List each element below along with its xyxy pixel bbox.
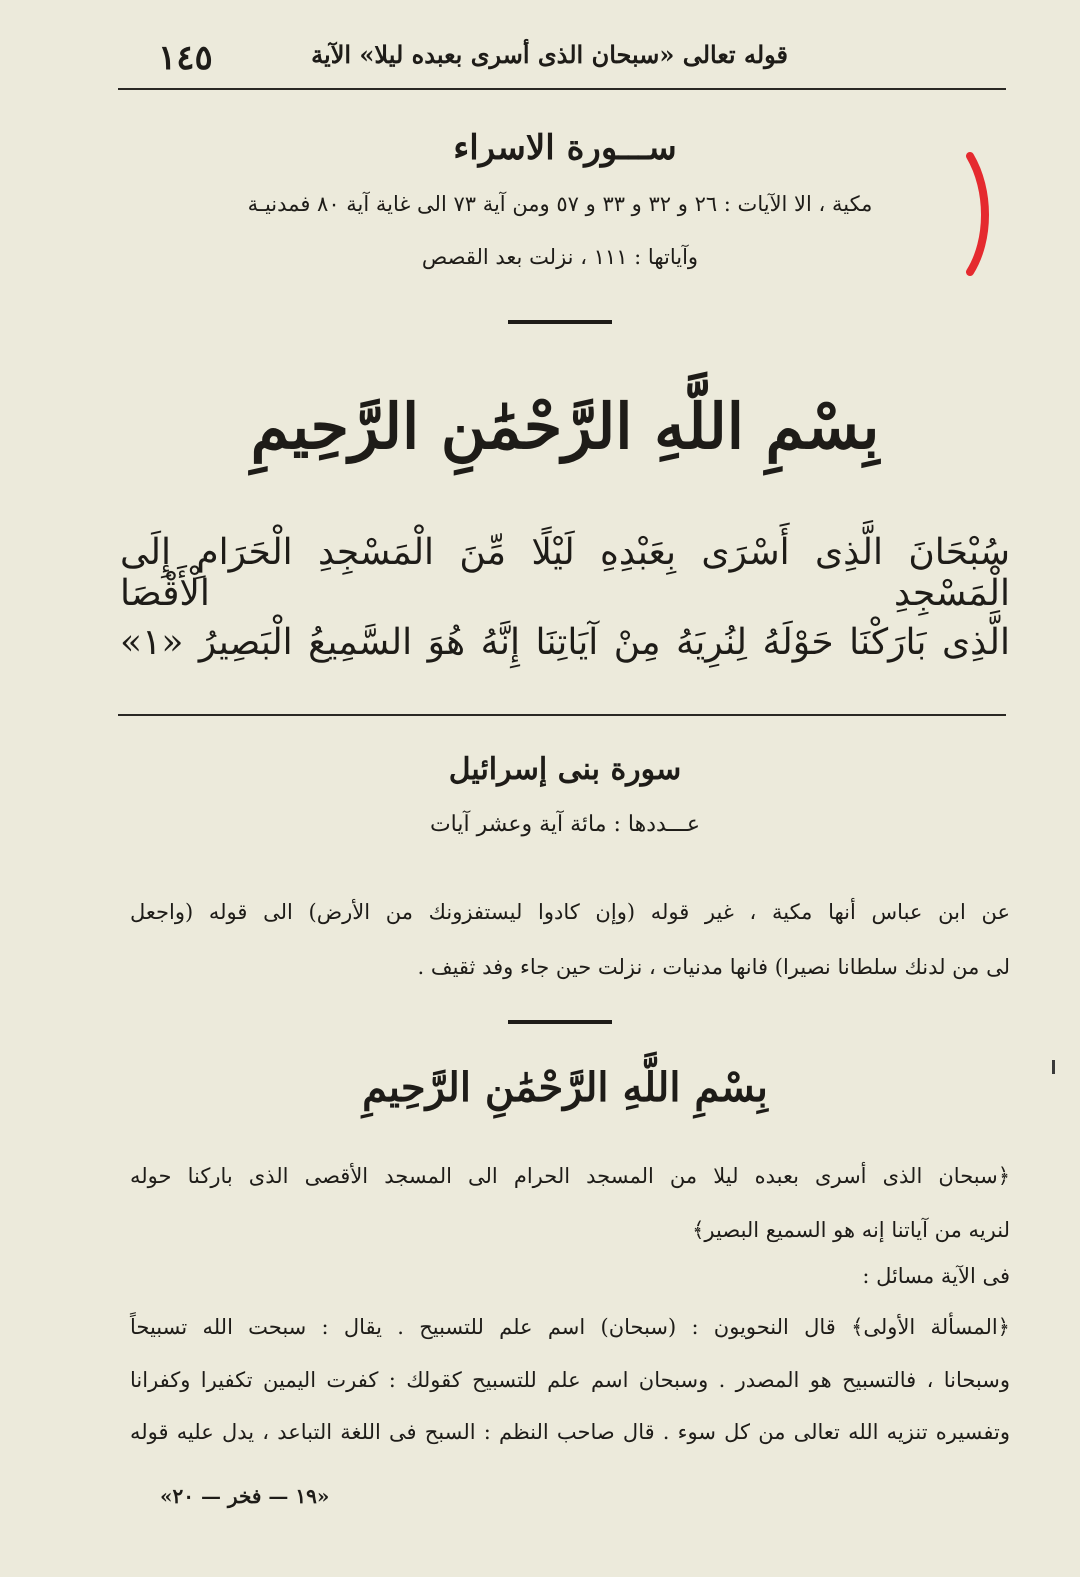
- section-verse-count: عـــددها : مائة آية وعشر آيات: [429, 812, 701, 837]
- running-header: [120, 28, 1010, 88]
- intro-line: لى من لدنك سلطانا نصيرا) فانها مدنيات ، نزلت حين جاء وفد ثقيف .: [417, 955, 1010, 979]
- header-rule: [118, 88, 1006, 90]
- commentary-line: فى الآية مسائل :: [862, 1264, 1010, 1288]
- printer-signature: «١٩ — فخر — ٢٠»: [160, 1484, 330, 1508]
- surah-meta-verse-count: وآياتها : ١١١ ، نزلت بعد القصص: [421, 245, 699, 269]
- commentary-line: لنريه من آياتنا إنه هو السميع البصير﴾: [692, 1218, 1010, 1242]
- margin-tick: [1052, 1060, 1055, 1074]
- surah-title: ســـورة الاسراء: [453, 128, 677, 168]
- section-title: سورة بنى إسرائيل: [448, 752, 682, 787]
- basmala-small-calligraphy: بِسْمِ اللَّهِ الرَّحْمَٰنِ الرَّحِيمِ: [362, 1064, 768, 1111]
- commentary-line: وسبحانا ، فالتسبيح هو المصدر . وسبحان اسم علم للتسبيح كقولك : كفرت اليمين تكفيرا وكفرانا: [130, 1368, 1010, 1392]
- section-divider-2: [508, 1020, 612, 1024]
- section-divider-1: [508, 320, 612, 324]
- verse-line: سُبْحَانَ الَّذِى أَسْرَى بِعَبْدِهِ لَيْلًا مِّنَ الْمَسْجِدِ الْحَرَامِ إِلَى الْمَسْجِدِ الْأَقْصَا: [120, 532, 1010, 614]
- verse-line: الَّذِى بَارَكْنَا حَوْلَهُ لِنُرِيَهُ مِنْ آيَاتِنَا إِنَّهُ هُوَ السَّمِيعُ الْبَصِيرُ «١»: [120, 622, 1010, 663]
- verse-rule: [118, 714, 1006, 716]
- red-bracket-mark: [960, 150, 1000, 280]
- basmala-calligraphy: بِسْمِ اللَّهِ الرَّحْمَٰنِ الرَّحِيمِ: [250, 390, 880, 463]
- intro-line: عن ابن عباس أنها مكية ، غير قوله (وإن كادوا ليستفزونك من الأرض) الى قوله (واجعل: [130, 900, 1010, 924]
- page-number: ١٤٥: [158, 38, 213, 78]
- running-title: قوله تعالى «سبحان الذى أسرى بعبده ليلا» الآية: [311, 40, 788, 69]
- surah-meta-revelation: مكية ، الا الآيات : ٢٦ و ٣٢ و ٣٣ و ٥٧ ومن آية ٧٣ الى غاية آية ٨٠ فمدنيـة: [247, 192, 873, 216]
- commentary-line: ﴿المسألة الأولى﴾ قال النحويون : (سبحان) اسم علم للتسبيح . يقال : سبحت الله تسبيحاً: [130, 1315, 1010, 1339]
- commentary-line: وتفسيره تنزيه الله تعالى من كل سوء . قال صاحب النظم : السبح فى اللغة التباعد ، يدل عليه قوله: [130, 1420, 1010, 1444]
- commentary-line: ﴿سبحان الذى أسرى بعبده ليلا من المسجد الحرام الى المسجد الأقصى الذى باركنا حوله: [130, 1164, 1010, 1188]
